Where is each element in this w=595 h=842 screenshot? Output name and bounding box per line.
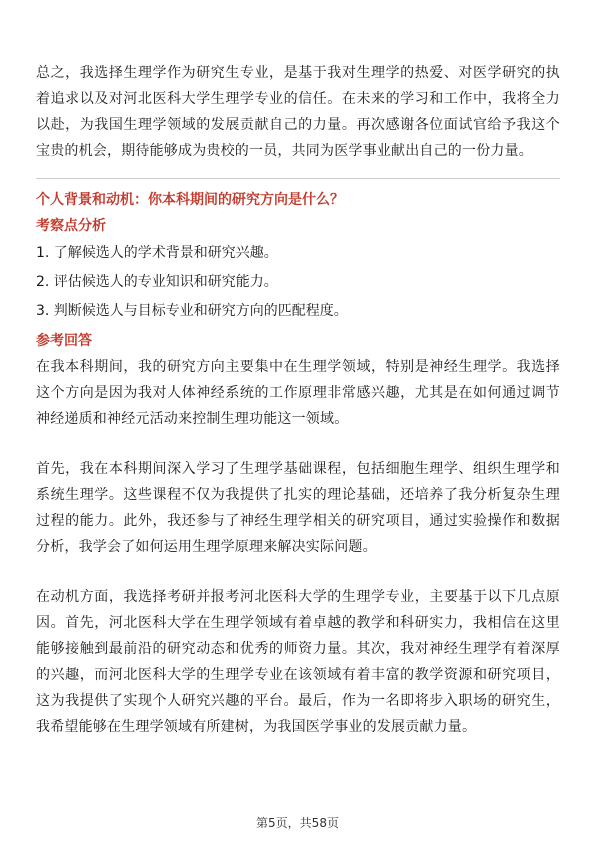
question-heading: 个人背景和动机：你本科期间的研究方向是什么？	[36, 192, 344, 208]
page-content	[36, 60, 560, 740]
analysis-label: 考察点分析	[36, 218, 106, 234]
section-divider	[36, 178, 560, 179]
list-item: 1. 了解候选人的学术背景和研究兴趣。	[36, 245, 278, 261]
answer-label: 参考回答	[36, 333, 92, 349]
page-number: 第5页，共58页	[256, 816, 339, 830]
list-item: 2. 评估候选人的专业知识和研究能力。	[36, 274, 278, 290]
intro-paragraph: 总之，我选择生理学作为研究生专业，是基于我对生理学的热爱、对医学研究的执着追求以及对河北医科大学生理学专业的信任。在未来的学习和工作中，我将全力以赴，为我国生理学领域的发展贡献自己的力量。再次感谢各位面试官给予我这个宝贵的机会，期待能够成为贵校的一员，共同为医学事业献出自己的一份力量。	[36, 65, 560, 159]
analysis-list	[36, 239, 560, 326]
answer-paragraph-3: 在动机方面，我选择考研并报考河北医科大学的生理学专业，主要基于以下几点原因。首先，河北医科大学在生理学领域有着卓越的教学和科研实力，我相信在这里能够接触到最前沿的研究动态和优秀的师资力量。其次，我对神经生理学有着深厚的兴趣，而河北医科大学的生理学专业在该领域有着丰富的教学资源和研究项目，这为我提供了实现个人研究兴趣的平台。最后，作为一名即将步入职场的研究生，我希望能够在生理学领域有所建树，为我国医学事业的发展贡献力量。	[36, 589, 560, 735]
answer-paragraph-2: 首先，我在本科期间深入学习了生理学基础课程，包括细胞生理学、组织生理学和系统生理学。这些课程不仅为我提供了扎实的理论基础，还培养了我分析复杂生理过程的能力。此外，我还参与了神经生理学相关的研究项目，通过实验操作和数据分析，我学会了如何运用生理学原理来解决实际问题。	[36, 461, 560, 555]
list-item: 3. 判断候选人与目标专业和研究方向的匹配程度。	[36, 303, 348, 319]
answer-paragraph-1: 在我本科期间，我的研究方向主要集中在生理学领域，特别是神经生理学。我选择这个方向是因为我对人体神经系统的工作原理非常感兴趣，尤其是在如何通过调节神经递质和神经元活动来控制生理功能这一领域。	[36, 359, 560, 427]
